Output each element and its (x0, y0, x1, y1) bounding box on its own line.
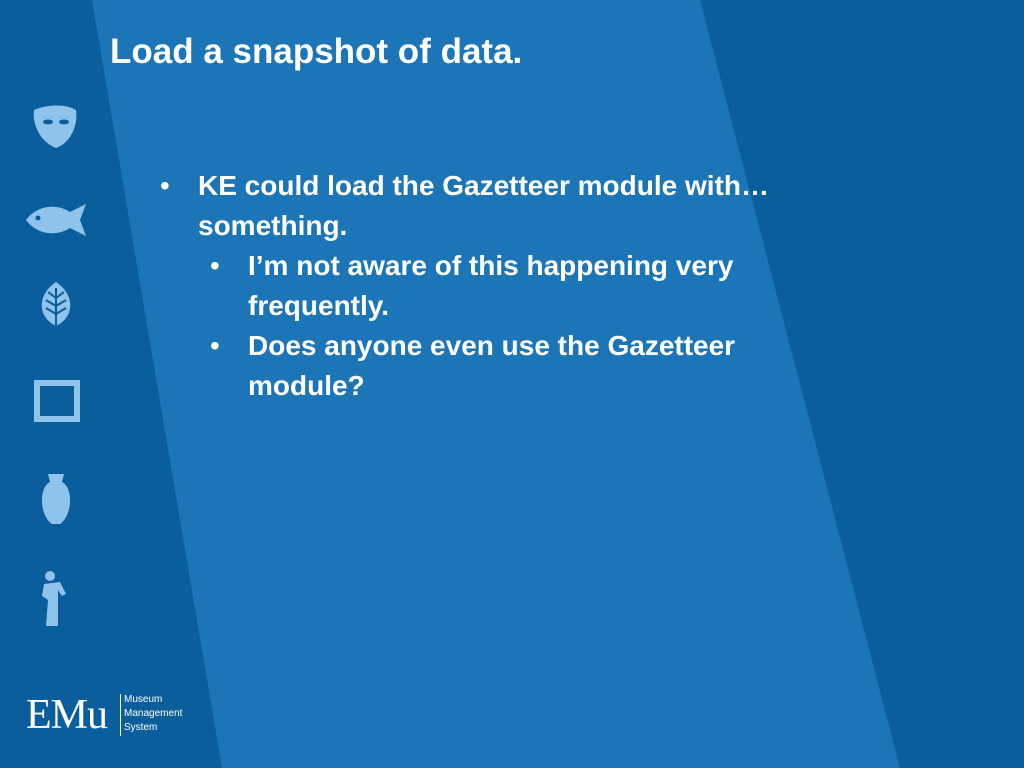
logo-mark: EMu (26, 692, 107, 738)
logo-divider (120, 694, 121, 736)
leaf-icon (20, 278, 92, 350)
bullet-dot: • (160, 170, 170, 201)
bullet-text: Does anyone even use the Gazetteer module? (248, 330, 736, 401)
vase-icon (20, 466, 92, 538)
sub-bullet-item (210, 326, 858, 406)
fish-icon (20, 190, 92, 262)
bullet-text: I’m not aware of this happening very frequently. (248, 250, 734, 321)
emu-logo (26, 690, 206, 740)
bullet-dot: • (210, 250, 220, 281)
sub-bullet-item (210, 246, 858, 326)
logo-text (124, 693, 182, 735)
bullet-dot: • (210, 330, 220, 361)
logo-line-management: Management (124, 708, 183, 719)
statue-icon (20, 566, 92, 638)
bullet-item (160, 166, 798, 246)
sidebar-icons (20, 90, 92, 650)
frame-icon (20, 370, 92, 442)
logo-line-museum: Museum (124, 694, 163, 705)
mask-icon (20, 100, 92, 172)
bullet-text: KE could load the Gazetteer module with…something. (198, 170, 769, 241)
logo-line-system: System (124, 722, 158, 733)
slide-title: Load a snapshot of data. (110, 32, 523, 71)
bullet-list (160, 166, 860, 406)
